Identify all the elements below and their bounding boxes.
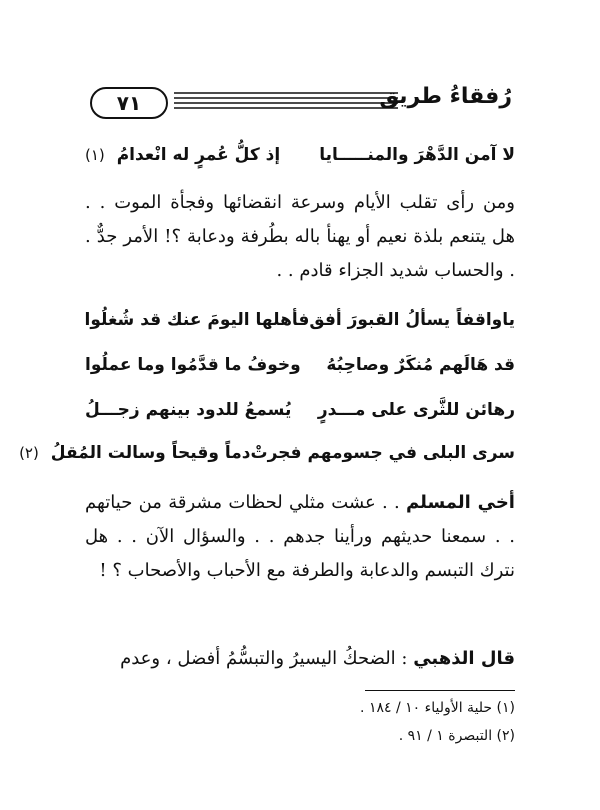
footnote-rule [365, 690, 515, 691]
paragraph: ومن رأى تقلب الأيام وسرعة انقضائها وفجأة الموت . . هل يتنعم بلذة نعيم أو يهنأ باله بطُرفة ودعابة ؟! الأمر جدٌّ . . والحساب شديد الجزاء قادم . . [85, 192, 515, 281]
verse-hemistich-left: إذ كلُّ عُمرٍ له انْعدامُ (١) [85, 145, 281, 165]
verse-hemistich-left: دماً وقيحاً وسالت المُقلُ (٢) [19, 443, 251, 463]
header-rule [174, 88, 398, 114]
footnote: (٢) التبصرة ١ / ٩١ . [398, 728, 515, 744]
verse-line [85, 355, 515, 375]
paragraph-lead: أخي المسلم [406, 492, 515, 513]
paragraph: قال الذهبي : الضحكُ اليسيرُ والتبسُّمُ أفضل ، وعدم [120, 648, 515, 669]
verse-line [85, 400, 515, 420]
verse-hemistich-left: وخوفُ ما قدَّمُوا وما عملُوا [85, 355, 301, 375]
footnote-ref: (١) [85, 146, 105, 164]
footnote-ref: (٢) [19, 444, 39, 462]
verse-hemistich-right: رهائن للثَّرى على مـــدرٍ [317, 400, 515, 420]
verse-line [85, 145, 515, 165]
verse-line [19, 443, 515, 463]
paragraph: أخي المسلم . . عشت مثلي لحظات مشرقة من حياتهم . . سمعنا حديثهم ورأينا جدهم . . والسؤال الآن . . هل نترك التبسم والدعابة والطرفة مع الأحباب والأصحاب ؟ ! [85, 492, 515, 581]
paragraph-lead: قال الذهبي [413, 648, 515, 669]
footnote: (١) حلية الأولياء ١٠ / ١٨٤ . [360, 700, 515, 716]
page-number: ٧١ [90, 87, 168, 119]
verse-hemistich-right: سرى البلى في جسومهم فجرتْ [250, 443, 515, 463]
verse-line [85, 310, 515, 330]
verse-hemistich-right: لا آمن الدَّهْرَ والمنـــــايا [319, 145, 515, 165]
verse-hemistich-left: يُسمعُ للدود بينهم زجـــلُ [85, 400, 292, 420]
verse-hemistich-left: فأهلها اليومَ عنك قد شُغلُوا [84, 310, 310, 330]
verse-hemistich-right: ياواقفاً يسألُ القبورَ أفق [309, 310, 515, 330]
verse-hemistich-right: قد هَالَهم مُنكَرٌ وصاحِبُهُ [326, 355, 515, 375]
running-title: رُفقاءُ طريق [379, 84, 512, 109]
